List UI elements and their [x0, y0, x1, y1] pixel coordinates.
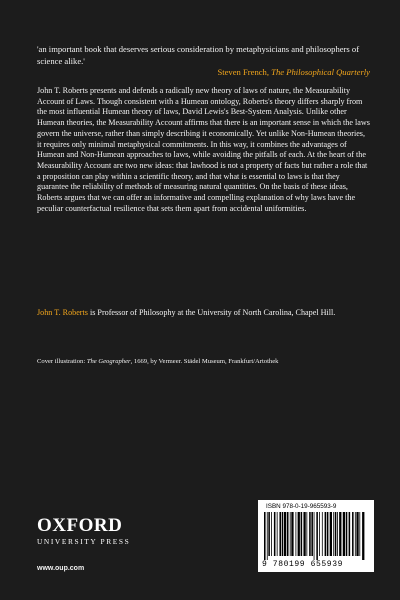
barcode-bar	[274, 512, 276, 556]
barcode-bar	[356, 512, 358, 556]
cover-credit	[37, 357, 367, 366]
publisher-subtitle: UNIVERSITY PRESS	[37, 537, 131, 546]
barcode-bar	[343, 512, 345, 556]
cover-credit-title: The Geographer	[86, 358, 131, 365]
barcode-bar	[330, 512, 332, 556]
publisher-logo	[37, 517, 130, 546]
barcode-bar	[322, 512, 323, 556]
barcode-bar	[349, 512, 351, 556]
review-quote-text: 'an important book that deserves serious consideration by metaphysicians and philosophers of science alike.'	[37, 44, 360, 66]
barcode-bars	[264, 512, 368, 560]
barcode-bar	[303, 512, 305, 556]
barcode-bar	[291, 512, 293, 556]
barcode-bar	[290, 512, 291, 556]
barcode-bar	[362, 512, 364, 560]
barcode-bar	[277, 512, 278, 556]
review-attribution	[180, 67, 370, 77]
barcode-bar	[309, 512, 311, 556]
review-source: The Philosophical Quarterly	[271, 67, 370, 77]
ean-number: 9 780199 655939	[262, 560, 344, 569]
publisher-name: OXFORD	[37, 515, 123, 536]
barcode-bar	[264, 512, 266, 560]
barcode-bar	[314, 512, 315, 560]
barcode-bar	[271, 512, 272, 556]
author-bio	[37, 308, 367, 319]
author-name: John T. Roberts	[37, 308, 88, 317]
barcode-bar	[282, 512, 284, 556]
barcode-bar	[319, 512, 320, 556]
barcode-bar	[352, 512, 354, 556]
cover-credit-prefix: Cover illustration:	[37, 358, 87, 365]
barcode	[258, 500, 374, 572]
barcode-bar	[327, 512, 329, 556]
barcode-bar	[284, 512, 286, 556]
barcode-bar	[296, 512, 297, 556]
publisher-url: www.oup.com	[37, 565, 85, 572]
barcode-bar	[333, 512, 334, 556]
barcode-bar	[311, 512, 313, 556]
barcode-bar	[306, 512, 307, 556]
barcode-bar	[301, 512, 303, 556]
review-author: Steven French,	[217, 67, 270, 77]
barcode-bar	[355, 512, 356, 556]
cover-credit-suffix: , 1669, by Vermeer. Städel Museum, Frankfurt/Artothek	[130, 358, 279, 365]
barcode-bar	[268, 512, 270, 556]
book-description: John T. Roberts presents and defends a radically new theory of laws of nature, the Measurability Account of Laws. Though consistent with a Humean ontology, Roberts's theory differs sharply from the most influential Humean theory of laws, David Lewis's Best-System Analysis. Unlike other Humean theories, the Measurability Account affirms that there is an important sense in which the laws govern the universe, rather than simply describing it economically. Yet unlike Non-Humean theories, it requires only minimal metaphysical commitments. In this way, it combines the advantages of Humean and Non-Humean approaches to laws, while avoiding the pitfalls of each. At the heart of the Measurability Account are two new ideas: that lawhood is not a property of facts but rather a role that a proposition can play within a scientific theory, and that what is essential to laws is that they guarantee the reliability of methods of measuring natural quantities. On the basis of these ideas, Roberts argues that we can offer an informative and compelling explanation of why laws have the peculiar counterfactual resilience that sets them apart from accidental uniformities.	[37, 86, 370, 213]
barcode-bar	[346, 512, 348, 556]
barcode-bar	[325, 512, 327, 556]
barcode-bar	[287, 512, 289, 556]
isbn-label: ISBN 978-0-19-965593-9	[266, 503, 337, 510]
barcode-bar	[335, 512, 337, 556]
barcode-bar	[298, 512, 300, 556]
barcode-bar	[267, 512, 268, 560]
barcode-bar	[359, 512, 360, 556]
barcode-bar	[316, 512, 318, 560]
barcode-bar	[339, 512, 341, 556]
barcode-bar	[337, 512, 338, 556]
author-bio-text: is Professor of Philosophy at the University of North Carolina, Chapel Hill.	[87, 308, 336, 317]
review-quote	[37, 44, 367, 67]
barcode-bar	[279, 512, 281, 556]
